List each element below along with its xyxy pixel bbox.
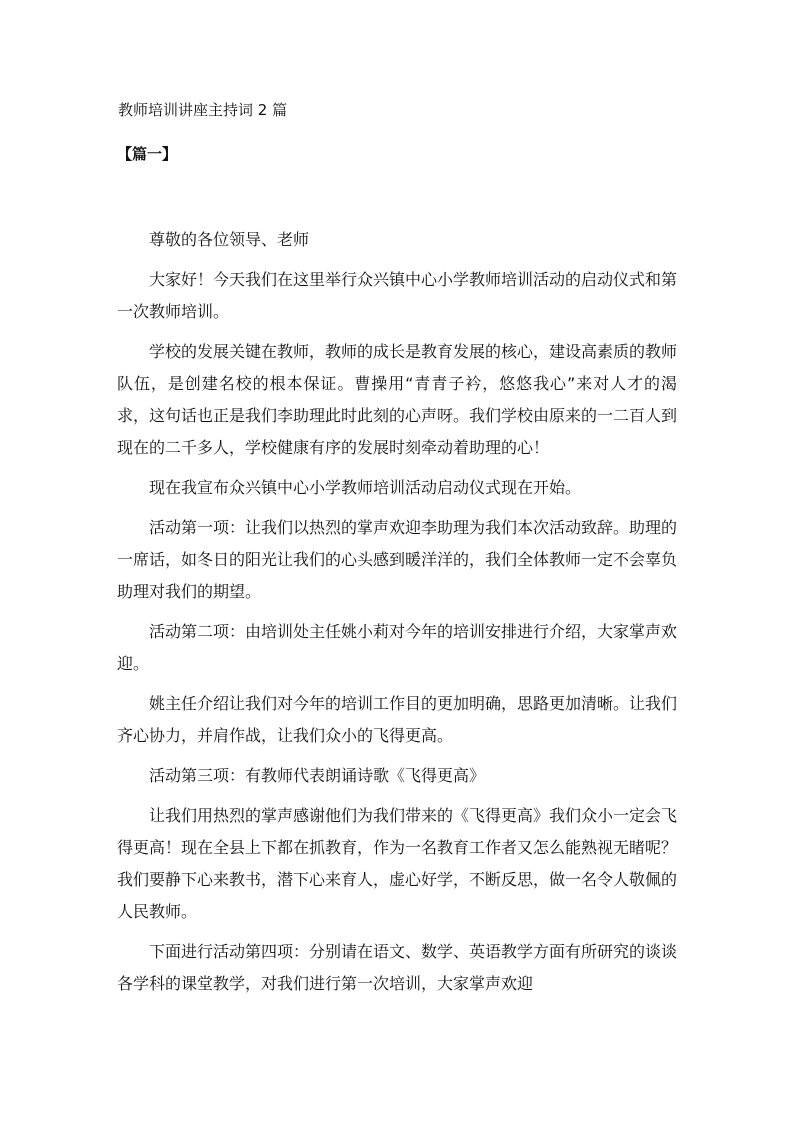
paragraph-activity-three: 活动第三项：有教师代表朗诵诗歌《飞得更高》 — [149, 766, 486, 785]
document-body — [117, 224, 677, 1008]
paragraph-director-remarks: 姚主任介绍让我们对今年的培训工作目的更加明确，思路更加清晰。让我们齐心协力，并肩作战，让我们众小的飞得更高。 — [117, 694, 678, 745]
paragraph-activity-one: 活动第一项：让我们以热烈的掌声欢迎李助理为我们本次活动致辞。助理的一席话，如冬日的阳光让我们的心头感到暖洋洋的，我们全体教师一定不会辜负助理对我们的期望。 — [117, 518, 678, 601]
paragraph-school-development: 学校的发展关键在教师，教师的成长是教育发展的核心，建设高素质的教师队伍，是创建名校的根本保证。曹操用“青青子衿，悠悠我心”来对人才的渴求，这句话也正是我们李助理此时此刻的心声呀。我们学校由原来的一二百人到现在的二千多人，学校健康有序的发展时刻牵动着助理的心！ — [117, 342, 678, 457]
paragraph-welcome: 大家好！今天我们在这里举行众兴镇中心小学教师培训活动的启动仪式和第一次教师培训。 — [117, 270, 678, 321]
paragraph-activity-two: 活动第二项：由培训处主任姚小莉对今年的培训安排进行介绍，大家掌声欢迎。 — [117, 622, 678, 673]
paragraph-poem-thanks: 让我们用热烈的掌声感谢他们为我们带来的《飞得更高》我们众小一定会飞得更高！现在全县上下都在抓教育，作为一名教育工作者又怎么能熟视无睹呢？我们要静下心来教书，潜下心来育人，虚心好学，不断反思，做一名令人敬佩的人民教师。 — [117, 806, 678, 921]
paragraph-greeting: 尊敬的各位领导、老师 — [149, 230, 310, 249]
section-heading: 【篇一】 — [117, 145, 178, 163]
document-title: 教师培训讲座主持词 2 篇 — [118, 101, 288, 119]
paragraph-opening-announcement: 现在我宣布众兴镇中心小学教师培训活动启动仪式现在开始。 — [149, 478, 582, 497]
paragraph-activity-four: 下面进行活动第四项：分别请在语文、数学、英语教学方面有所研究的谈谈各学科的课堂教学，对我们进行第一次培训，大家掌声欢迎 — [117, 942, 678, 993]
